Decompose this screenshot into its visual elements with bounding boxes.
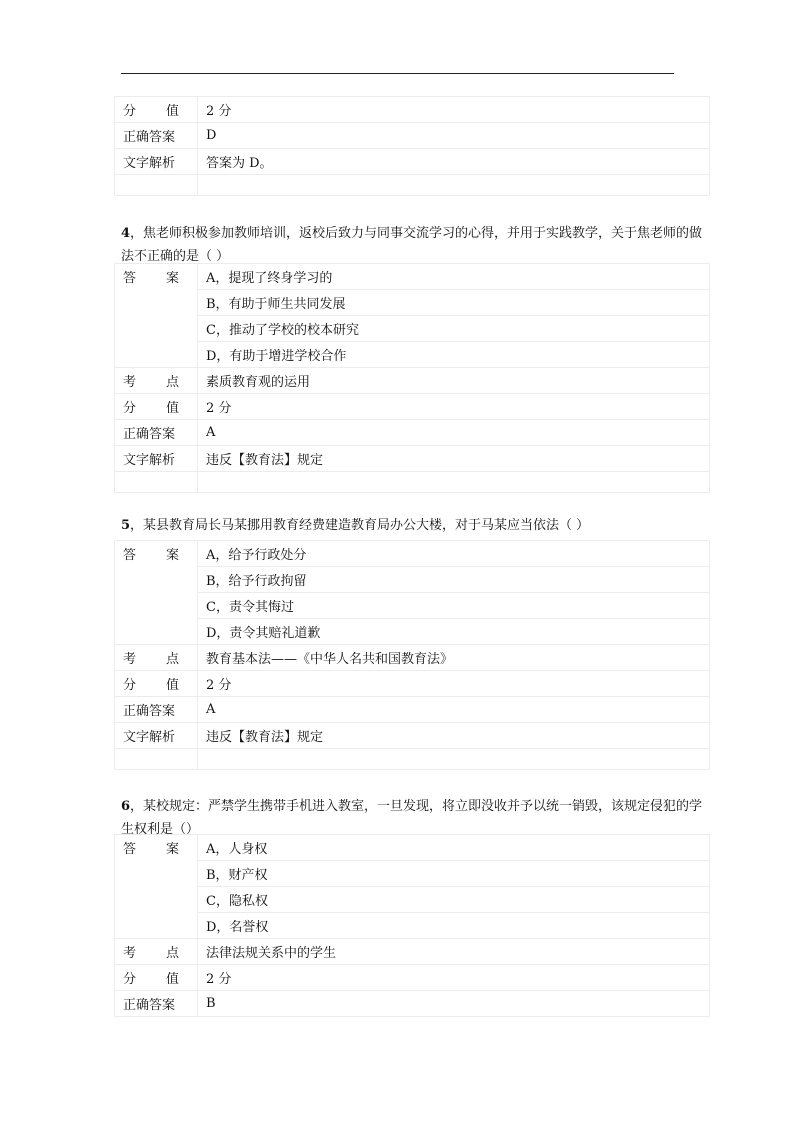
spacer-row — [115, 472, 710, 493]
question-6-details — [114, 834, 710, 1017]
question-number: 5 — [121, 518, 131, 533]
score-row — [115, 97, 710, 123]
point-value: 教育基本法——《中华人名共和国教育法》 — [198, 645, 710, 671]
spacer-row — [115, 175, 710, 196]
score-label-2: 值 — [165, 104, 179, 119]
point-label-2: 点 — [165, 375, 179, 390]
option-row — [115, 593, 710, 619]
option-row — [115, 835, 710, 861]
option-c: C，推动了学校的校本研究 — [198, 316, 710, 342]
options-label-1: 答 — [123, 842, 137, 858]
question-stem: ，某校规定：严禁学生携带手机进入教室，一旦发现，将立即没收并予以统一销毁，该规定侵犯的学生权利是（） — [121, 799, 703, 837]
answer-value: D — [198, 123, 710, 149]
score-row — [115, 394, 710, 420]
answer-label: 正确答案 — [115, 991, 198, 1017]
options-label-1: 答 — [123, 271, 137, 287]
answer-label: 正确答案 — [115, 697, 198, 723]
option-row — [115, 913, 710, 939]
options-label-2: 案 — [165, 548, 179, 564]
option-row — [115, 619, 710, 645]
header-rule — [121, 73, 674, 74]
score-value: 2 分 — [198, 97, 710, 123]
point-row — [115, 645, 710, 671]
analysis-value: 违反【教育法】规定 — [198, 446, 710, 472]
answer-row — [115, 697, 710, 723]
analysis-label: 文字解析 — [115, 723, 198, 749]
point-label-2: 点 — [165, 652, 179, 667]
score-label-2: 值 — [165, 972, 179, 987]
option-row — [115, 541, 710, 567]
point-value: 法律法规关系中的学生 — [198, 939, 710, 965]
option-row — [115, 290, 710, 316]
question-5-text — [121, 514, 709, 537]
score-label-1: 分 — [123, 678, 137, 693]
score-value: 2 分 — [198, 965, 710, 991]
question-stem: ，某县教育局长马某挪用教育经费建造教育局办公大楼，对于马某应当依法（ ） — [130, 518, 590, 533]
analysis-row — [115, 723, 710, 749]
point-row — [115, 939, 710, 965]
score-label-1: 分 — [123, 972, 137, 987]
option-a: A，给予行政处分 — [198, 541, 710, 567]
point-label-1: 考 — [123, 375, 137, 390]
answer-row — [115, 123, 710, 149]
analysis-row — [115, 149, 710, 175]
answer-value: A — [198, 420, 710, 446]
option-b: B，有助于师生共同发展 — [198, 290, 710, 316]
score-row — [115, 671, 710, 697]
answer-label: 正确答案 — [115, 123, 198, 149]
score-value: 2 分 — [198, 671, 710, 697]
option-row — [115, 264, 710, 290]
score-label-1: 分 — [123, 104, 137, 119]
answer-label: 正确答案 — [115, 420, 198, 446]
point-label-2: 点 — [165, 946, 179, 961]
score-label-2: 值 — [165, 678, 179, 693]
question-number: 4 — [121, 226, 131, 241]
point-value: 素质教育观的运用 — [198, 368, 710, 394]
answer-row — [115, 991, 710, 1017]
answer-row — [115, 420, 710, 446]
answer-value: B — [198, 991, 710, 1017]
score-value: 2 分 — [198, 394, 710, 420]
options-label-2: 案 — [165, 842, 179, 858]
question-5-details — [114, 540, 710, 770]
option-a: A，提现了终身学习的 — [198, 264, 710, 290]
option-d: D，名誉权 — [198, 913, 710, 939]
option-b: B，给予行政拘留 — [198, 567, 710, 593]
question-stem: ，焦老师积极参加教师培训，返校后致力与同事交流学习的心得，并用于实践教学，关于焦老师的做法不正确的是（ ） — [121, 226, 703, 264]
point-label-1: 考 — [123, 652, 137, 667]
analysis-row — [115, 446, 710, 472]
answer-value: A — [198, 697, 710, 723]
score-label-2: 值 — [165, 401, 179, 416]
option-d: D，有助于增进学校合作 — [198, 342, 710, 368]
options-label-1: 答 — [123, 548, 137, 564]
option-row — [115, 861, 710, 887]
score-label-1: 分 — [123, 401, 137, 416]
option-row — [115, 887, 710, 913]
option-row — [115, 342, 710, 368]
question-3-details — [114, 96, 710, 196]
question-number: 6 — [121, 799, 131, 814]
options-label-2: 案 — [165, 271, 179, 287]
spacer-row — [115, 749, 710, 770]
option-a: A，人身权 — [198, 835, 710, 861]
question-4-details — [114, 263, 710, 493]
question-4-text — [121, 222, 709, 268]
option-row — [115, 567, 710, 593]
option-c: C，隐私权 — [198, 887, 710, 913]
analysis-label: 文字解析 — [115, 446, 198, 472]
analysis-value: 答案为 D。 — [198, 149, 710, 175]
analysis-value: 违反【教育法】规定 — [198, 723, 710, 749]
point-row — [115, 368, 710, 394]
option-d: D，责令其赔礼道歉 — [198, 619, 710, 645]
analysis-label: 文字解析 — [115, 149, 198, 175]
option-b: B，财产权 — [198, 861, 710, 887]
option-row — [115, 316, 710, 342]
point-label-1: 考 — [123, 946, 137, 961]
option-c: C，责令其悔过 — [198, 593, 710, 619]
score-row — [115, 965, 710, 991]
